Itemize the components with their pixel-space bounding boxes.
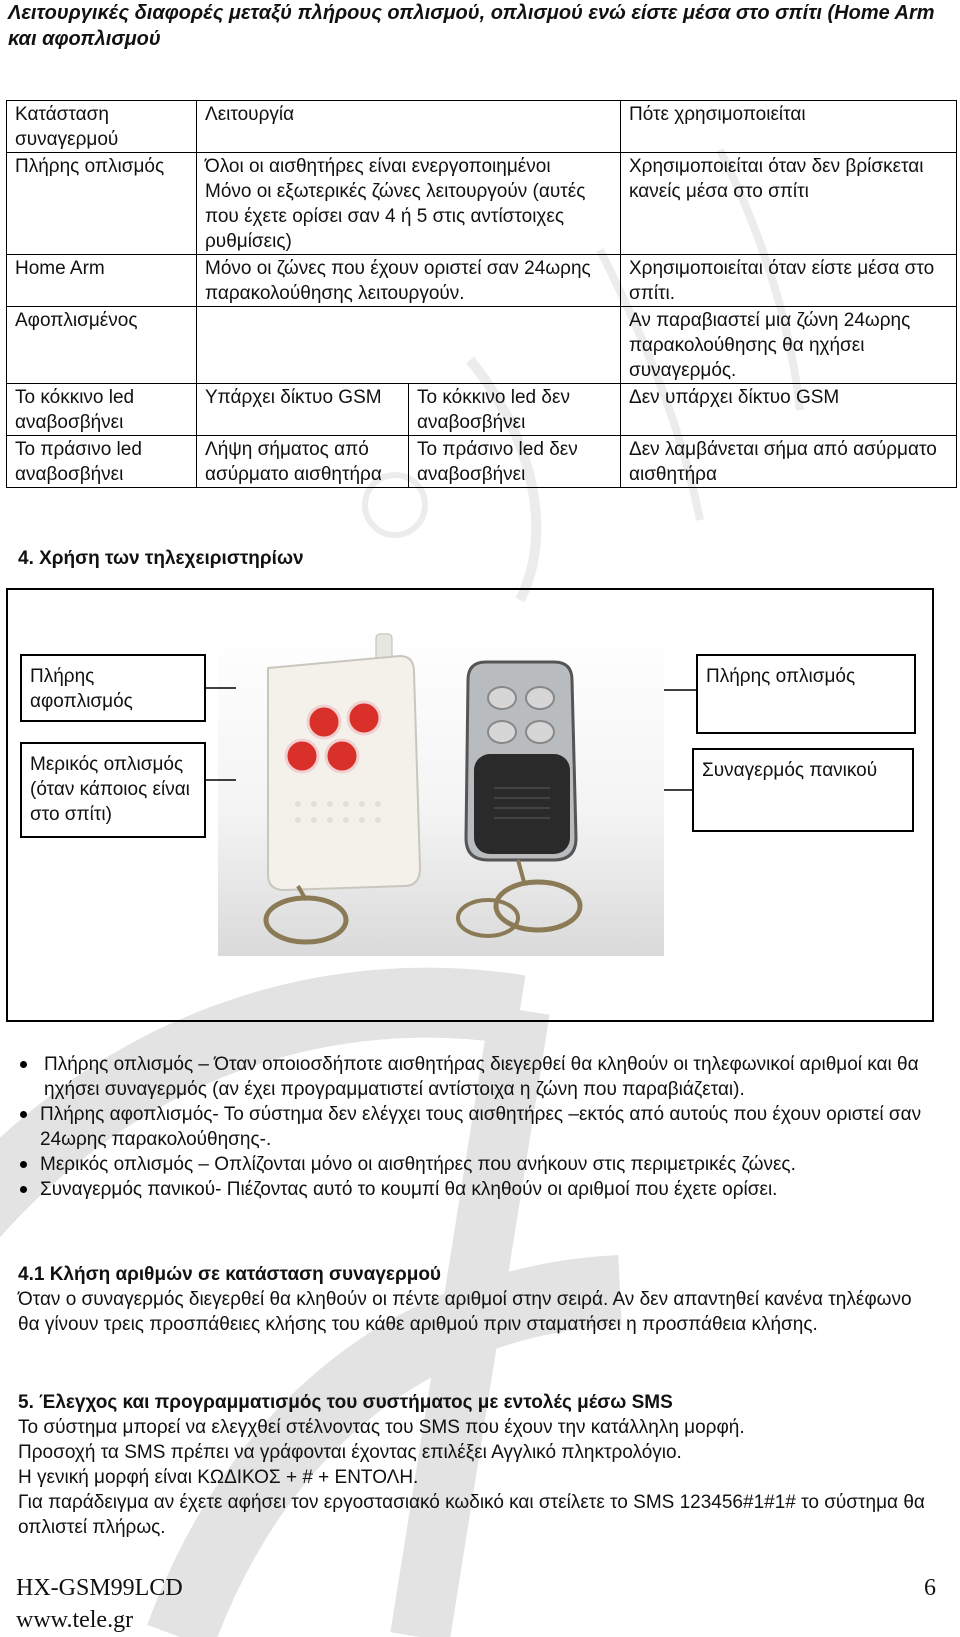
section-4-1-text: Όταν ο συναγερμός διεγερθεί θα κληθούν οι πέντε αριθμοί στην σειρά. Αν δεν απαντηθεί κανένα τηλέφωνο θα γίνουν τρεις προσπάθειες κλήσης του κάθε αριθμού πριν σταματήσει η προσπάθεια κλήσης. — [18, 1289, 912, 1335]
state-cell: Το κόκκινο led αναβοσβήνει — [7, 384, 197, 436]
label-panic: Συναγερμός πανικού — [692, 748, 914, 832]
when-cell: Δεν λαμβάνεται σήμα από ασύρματο αισθητήρα — [621, 436, 957, 488]
section-5-line: Για παράδειγμα αν έχετε αφήσει τον εργοστασιακό κωδικό και στείλετε το SMS 123456#1#1# το σύστημα θα οπλιστεί πλήρως. — [18, 1492, 925, 1538]
function-line: Μόνο οι εξωτερικές ζώνες λειτουργούν (αυτές που έχετε ορίσει σαν 4 ή 5 στις αντίστοιχες ρυθμίσεις) — [205, 181, 586, 252]
section-5-line: Προσοχή τα SMS πρέπει να γράφονται έχοντας επιλέξει Αγγλικό πληκτρολόγιο. — [18, 1442, 682, 1463]
function-cell: Μόνο οι ζώνες που έχουν οριστεί σαν 24ωρης παρακολούθησης λειτουργούν. — [197, 255, 621, 307]
label-partial-arm: Μερικός οπλισμός (όταν κάποιος είναι στο σπίτι) — [20, 742, 206, 838]
bullet-list — [18, 1052, 938, 1202]
when-cell: Χρησιμοποιείται όταν δεν βρίσκεται κανείς μέσα στο σπίτι — [621, 153, 957, 255]
function-cell: Λήψη σήματος από ασύρματο αισθητήρα — [197, 436, 409, 488]
footer-website: www.tele.gr — [16, 1607, 134, 1633]
header-state: Κατάσταση συναγερμού — [7, 101, 197, 153]
when-cell: Αν παραβιαστεί μια ζώνη 24ωρης παρακολούθησης θα ηχήσει συναγερμός. — [621, 307, 957, 384]
section-4-1-heading: 4.1 Κλήση αριθμών σε κατάσταση συναγερμού — [18, 1264, 441, 1285]
list-item: Μερικός οπλισμός – Οπλίζονται μόνο οι αισθητήρες που ανήκουν στις περιμετρικές ζώνες. — [18, 1152, 938, 1177]
state-cell: Το πράσινο led αναβοσβήνει — [7, 436, 197, 488]
header-function: Λειτουργία — [197, 101, 621, 153]
list-item: Πλήρης αφοπλισμός- Το σύστημα δεν ελέγχει τους αισθητήρες –εκτός από αυτούς που έχουν οριστεί σαν 24ωρης παρακολούθησης-. — [18, 1102, 938, 1152]
footer-model: HX-GSM99LCD — [16, 1575, 183, 1601]
section-4-heading: 4. Χρήση των τηλεχειριστηρίων — [18, 548, 304, 569]
section-5-line: Η γενική μορφή είναι ΚΩΔΙΚΟΣ + # + ΕΝΤΟΛΗ. — [18, 1467, 419, 1488]
page-title: Λειτουργικές διαφορές μεταξύ πλήρους οπλισμού, οπλισμού ενώ είστε μέσα στο σπίτι (Home Arm και αφοπλισμού — [8, 2, 935, 50]
state-cell: Home Arm — [7, 255, 197, 307]
led-cell: Το κόκκινο led δεν αναβοσβήνει — [409, 384, 621, 436]
section-5-heading: 5. Έλεγχος και προγραμματισμός του συστήματος με εντολές μέσω SMS — [18, 1392, 673, 1413]
section-5 — [18, 1390, 938, 1540]
label-full-arm: Πλήρης οπλισμός — [696, 654, 916, 734]
function-line: Όλοι οι αισθητήρες είναι ενεργοποιημένοι — [205, 156, 551, 177]
led-cell: Το πράσινο led δεν αναβοσβήνει — [409, 436, 621, 488]
header-when: Πότε χρησιμοποιείται — [621, 101, 957, 153]
state-cell: Πλήρης οπλισμός — [7, 153, 197, 255]
when-cell: Δεν υπάρχει δίκτυο GSM — [621, 384, 957, 436]
list-item: Πλήρης οπλισμός – Όταν οποιοσδήποτε αισθητήρας διεγερθεί θα κληθούν οι τηλεφωνικοί αριθμοί και θα ηχήσει συναγερμός (αν έχει προγραμματιστεί αντίστοιχα η ζώνη που παραβιάζεται). — [18, 1052, 938, 1102]
when-cell: Χρησιμοποιείται όταν είστε μέσα στο σπίτι. — [621, 255, 957, 307]
state-cell: Αφοπλισμένος — [7, 307, 197, 384]
page-number: 6 — [924, 1575, 936, 1601]
section-5-line: Το σύστημα μπορεί να ελεγχθεί στέλνοντας του SMS που έχουν την κατάλληλη μορφή. — [18, 1417, 745, 1438]
function-cell: Υπάρχει δίκτυο GSM — [197, 384, 409, 436]
section-4-1 — [18, 1262, 938, 1337]
list-item: Συναγερμός πανικού- Πιέζοντας αυτό το κουμπί θα κληθούν οι αριθμοί που έχετε ορίσει. — [18, 1177, 938, 1202]
label-full-disarm: Πλήρης αφοπλισμός — [20, 654, 206, 722]
